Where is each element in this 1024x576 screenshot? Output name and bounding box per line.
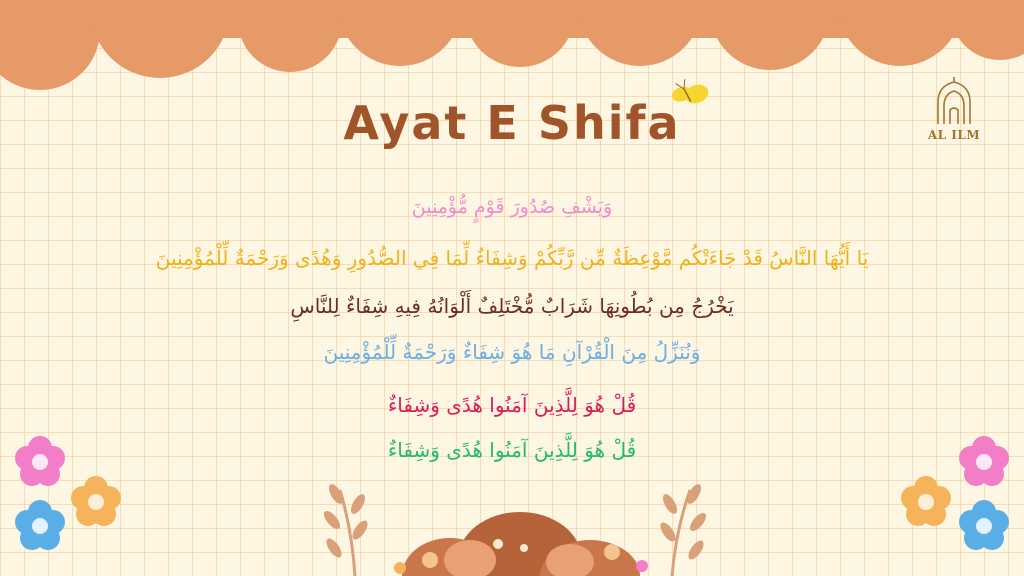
verse-4: وَنُنَزِّلُ مِنَ الْقُرْآنِ مَا هُوَ شِفَاءٌ وَرَحْمَةٌ لِّلْمُؤْمِنِينَ bbox=[323, 340, 701, 364]
verse-2: يَا أَيُّهَا النَّاسُ قَدْ جَاءَتْكُم مَّوْعِظَةٌ مِّن رَّبِّكُمْ وَشِفَاءٌ لِّمَا فِي الصُّدُورِ وَهُدًى وَرَحْمَةٌ لِّلْمُؤْمِنِينَ bbox=[155, 246, 869, 270]
flower-orange-right bbox=[901, 476, 951, 526]
verse-1: وَيَشْفِ صُدُورَ قَوْمٍ مُّؤْمِنِينَ bbox=[411, 196, 613, 218]
bush-illustration bbox=[394, 512, 648, 576]
flower-blue-left bbox=[15, 500, 65, 550]
page-title: Ayat E Shifa bbox=[343, 96, 681, 150]
branch-left bbox=[321, 482, 370, 576]
top-cloud-banner bbox=[0, 0, 1024, 90]
flower-blue-right bbox=[959, 500, 1009, 550]
flower-orange-left bbox=[71, 476, 121, 526]
verse-5: قُلْ هُوَ لِلَّذِينَ آمَنُوا هُدًى وَشِفَاءٌ bbox=[387, 393, 637, 417]
logo-text: AL ILM bbox=[927, 128, 981, 142]
verse-3: يَخْرُجُ مِن بُطُونِهَا شَرَابٌ مُّخْتَلِفٌ أَلْوَانُهُ فِيهِ شِفَاءٌ لِلنَّاسِ bbox=[290, 294, 734, 318]
branch-right bbox=[658, 482, 709, 576]
verse-6: قُلْ هُوَ لِلَّذِينَ آمَنُوا هُدًى وَشِفَاءٌ bbox=[387, 438, 637, 462]
